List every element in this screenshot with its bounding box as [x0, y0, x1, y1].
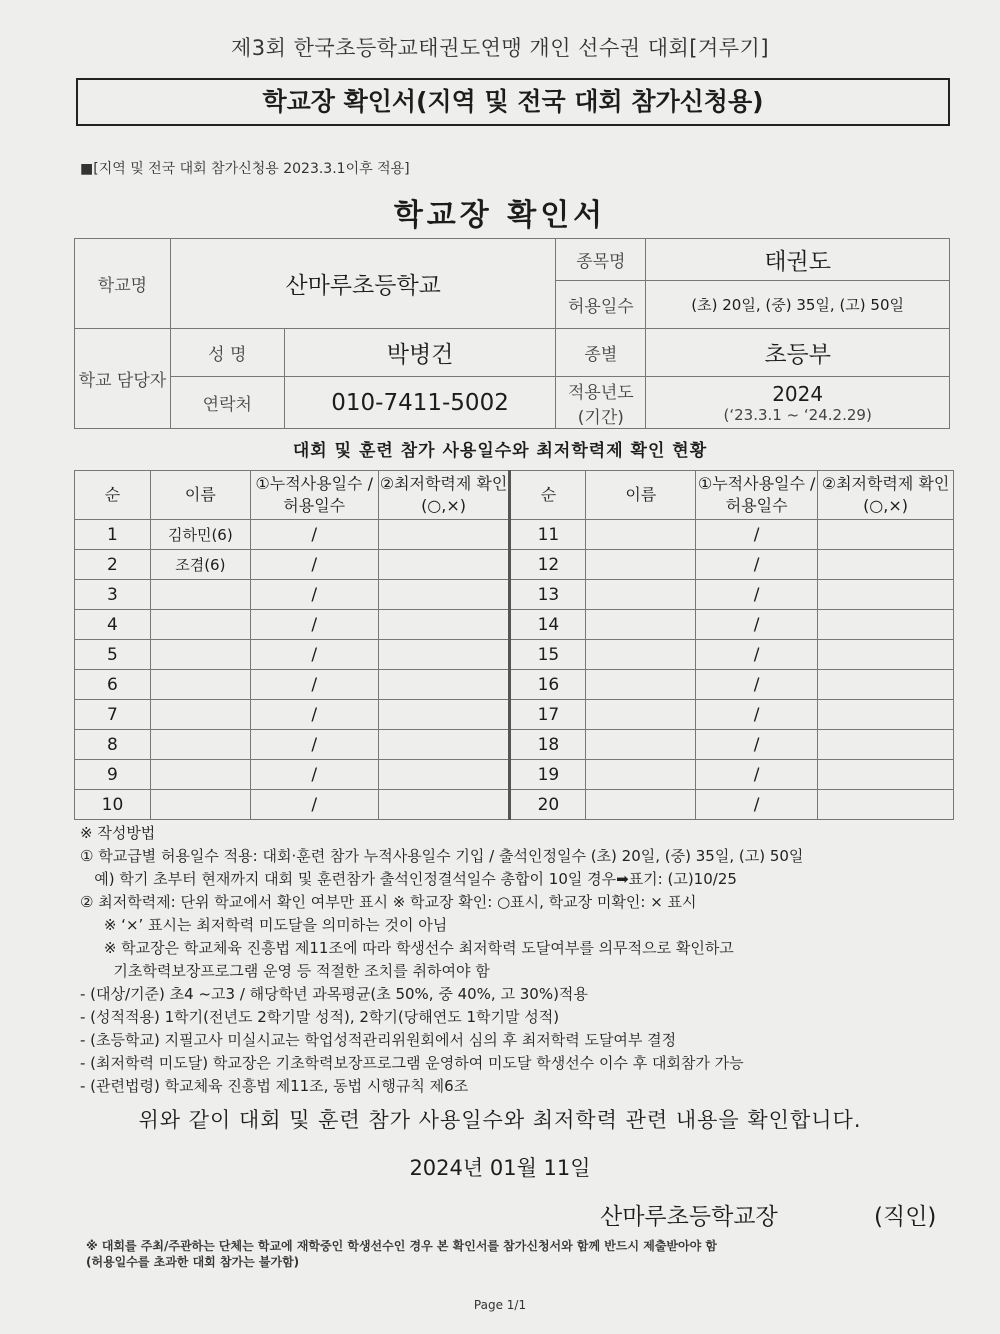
note-line: - (성적적용) 1학기(전년도 2학기말 성적), 2학기(당해연도 1학기말 성적)	[80, 1008, 560, 1026]
cell-days: /	[696, 580, 818, 610]
application-tag-line: ■[지역 및 전국 대회 참가신청용 2023.3.1이후 적용]	[80, 161, 410, 177]
cell-days: /	[696, 700, 818, 730]
cell-no: 5	[75, 640, 151, 670]
cell-no: 20	[510, 790, 586, 820]
note-line: ※ 학교장은 학교체육 진흥법 제11조에 따라 학생선수 최저학력 도달여부를 의무적으로 확인하고	[80, 939, 734, 957]
official-seal-mark: (직인)	[874, 1204, 937, 1230]
confirmation-statement: 위와 같이 대회 및 훈련 참가 사용일수와 최저학력 관련 내용을 확인합니다.	[138, 1108, 862, 1132]
cell-check	[818, 790, 954, 820]
cell-days: /	[250, 760, 378, 790]
cell-check	[818, 640, 954, 670]
division-value: 초등부	[646, 329, 950, 377]
footnote	[86, 1238, 966, 1270]
cell-check	[378, 700, 510, 730]
cell-days: /	[250, 520, 378, 550]
cell-check	[818, 550, 954, 580]
cell-check	[378, 580, 510, 610]
cell-name	[150, 580, 250, 610]
note-line: ② 최저학력제: 단위 학교에서 확인 여부만 표시 ※ 학교장 확인: ○표시, 학교장 미확인: × 표시	[80, 893, 697, 911]
col-name-header: 이름	[586, 471, 696, 520]
year-label: 적용년도 (기간)	[556, 377, 646, 429]
page-number: Page 1/1	[473, 1298, 527, 1312]
cell-no: 18	[510, 730, 586, 760]
cell-check	[818, 730, 954, 760]
cell-name	[150, 760, 250, 790]
school-value: 산마루초등학교	[170, 239, 556, 329]
school-info-table	[74, 238, 950, 429]
phone-label: 연락처	[170, 377, 284, 429]
cell-name	[586, 610, 696, 640]
table-row	[75, 580, 954, 610]
cell-name	[150, 610, 250, 640]
contact-person-label: 학교 담당자	[75, 329, 171, 429]
cell-days: /	[250, 640, 378, 670]
allowed-days-label: 허용일수	[556, 281, 646, 329]
col-check-header: ②최저학력제 확인(○,×)	[818, 471, 954, 520]
col-no-header: 순	[510, 471, 586, 520]
cell-check	[378, 760, 510, 790]
note-line: ※ ‘×’ 표시는 최저학력 미도달을 의미하는 것이 아님	[80, 916, 448, 934]
cell-check	[378, 640, 510, 670]
section-title: 대회 및 훈련 참가 사용일수와 최저학력제 확인 현황	[292, 441, 708, 461]
cell-no: 16	[510, 670, 586, 700]
document-title: 학교장 확인서	[393, 198, 607, 233]
cell-name	[150, 640, 250, 670]
cell-no: 3	[75, 580, 151, 610]
cell-name	[586, 760, 696, 790]
cell-days: /	[250, 610, 378, 640]
table-row	[75, 520, 954, 550]
note-line: - (최저학력 미도달) 학교장은 기초학력보장프로그램 운영하여 미도달 학생선수 이수 후 대회참가 가능	[80, 1054, 744, 1072]
cell-name	[150, 790, 250, 820]
cell-check	[818, 760, 954, 790]
cell-name	[586, 790, 696, 820]
cell-check	[378, 610, 510, 640]
cell-check	[378, 550, 510, 580]
cell-days: /	[696, 640, 818, 670]
col-name-header: 이름	[150, 471, 250, 520]
event-value: 태권도	[646, 239, 950, 281]
cell-check	[818, 610, 954, 640]
grid-header-row	[75, 471, 954, 520]
cell-no: 4	[75, 610, 151, 640]
cell-days: /	[696, 730, 818, 760]
phone-value: 010-7411-5002	[284, 377, 556, 429]
cell-days: /	[696, 610, 818, 640]
cell-name	[150, 730, 250, 760]
cell-days: /	[250, 700, 378, 730]
col-check-header: ②최저학력제 확인(○,×)	[378, 471, 510, 520]
cell-name	[586, 730, 696, 760]
cell-days: /	[696, 520, 818, 550]
cell-name	[586, 580, 696, 610]
instructions-notes	[80, 822, 960, 1098]
cell-no: 19	[510, 760, 586, 790]
allowed-days-value: (초) 20일, (중) 35일, (고) 50일	[646, 281, 950, 329]
col-no-header: 순	[75, 471, 151, 520]
cell-no: 9	[75, 760, 151, 790]
table-row	[75, 610, 954, 640]
cell-days: /	[250, 670, 378, 700]
cell-no: 13	[510, 580, 586, 610]
cell-days: /	[696, 760, 818, 790]
cell-name	[586, 640, 696, 670]
event-label: 종목명	[556, 239, 646, 281]
footnote-line-1: ※ 대회를 주최/주관하는 단체는 학교에 재학중인 학생선수인 경우 본 확인서를 참가신청서와 함께 반드시 제출받아야 함	[86, 1239, 717, 1253]
division-label: 종별	[556, 329, 646, 377]
issue-date: 2024년 01월 11일	[409, 1156, 591, 1180]
note-line: - (관련법령) 학교체육 진흥법 제11조, 동법 시행규칙 제6조	[80, 1077, 469, 1095]
year-cell	[646, 377, 950, 429]
cell-check	[818, 700, 954, 730]
note-line: ① 학교급별 허용일수 적용: 대회·훈련 참가 누적사용일수 기입 / 출석인정일수 (초) 20일, (중) 35일, (고) 50일	[80, 847, 804, 865]
name-label: 성 명	[170, 329, 284, 377]
table-row	[75, 640, 954, 670]
principal-signer: 산마루초등학교장	[600, 1204, 778, 1230]
cell-days: /	[250, 790, 378, 820]
note-line: 예) 학기 초부터 현재까지 대회 및 훈련참가 출석인정결석일수 총합이 10일 경우➡표기: (고)10/25	[80, 870, 737, 888]
competition-header: 제3회 한국초등학교태권도연맹 개인 선수권 대회[겨루기]	[230, 36, 770, 60]
cell-no: 8	[75, 730, 151, 760]
note-line: - (대상/기준) 초4 ~고3 / 해당학년 과목평균(초 50%, 중 40%, 고 30%)적용	[80, 985, 588, 1003]
year-value: 2024	[772, 381, 824, 406]
cell-name: 김하민(6)	[150, 520, 250, 550]
table-row	[75, 670, 954, 700]
cell-no: 14	[510, 610, 586, 640]
cell-name	[150, 670, 250, 700]
cell-days: /	[696, 790, 818, 820]
cell-no: 10	[75, 790, 151, 820]
cell-check	[378, 670, 510, 700]
cell-check	[818, 520, 954, 550]
year-period: (‘23.3.1 ~ ‘24.2.29)	[723, 405, 872, 424]
table-row	[75, 730, 954, 760]
table-row	[75, 790, 954, 820]
note-line: 기초학력보장프로그램 운영 등 적절한 조치를 취하여야 함	[80, 962, 490, 980]
col-days-header: ①누적사용일수 /허용일수	[696, 471, 818, 520]
cell-days: /	[250, 550, 378, 580]
cell-days: /	[696, 550, 818, 580]
col-days-header: ①누적사용일수 /허용일수	[250, 471, 378, 520]
cell-name	[586, 520, 696, 550]
cell-no: 1	[75, 520, 151, 550]
footnote-line-2: (허용일수를 초과한 대회 참가는 불가함)	[86, 1255, 300, 1269]
cell-name	[586, 700, 696, 730]
cell-name: 조겸(6)	[150, 550, 250, 580]
cell-no: 2	[75, 550, 151, 580]
note-line: - (초등학교) 지필고사 미실시교는 학업성적관리위원회에서 심의 후 최저학력 도달여부 결정	[80, 1031, 677, 1049]
cell-no: 11	[510, 520, 586, 550]
athlete-grid	[74, 470, 954, 820]
cell-name	[586, 550, 696, 580]
cell-name	[150, 700, 250, 730]
cell-no: 6	[75, 670, 151, 700]
cell-check	[378, 520, 510, 550]
cell-check	[378, 730, 510, 760]
cell-no: 12	[510, 550, 586, 580]
cell-check	[818, 670, 954, 700]
school-label: 학교명	[75, 239, 171, 329]
note-line: ※ 작성방법	[80, 824, 156, 842]
name-value: 박병건	[284, 329, 556, 377]
cell-days: /	[250, 580, 378, 610]
cell-check	[378, 790, 510, 820]
table-row	[75, 760, 954, 790]
table-row	[75, 550, 954, 580]
cell-no: 17	[510, 700, 586, 730]
cell-check	[818, 580, 954, 610]
form-title-box: 학교장 확인서(지역 및 전국 대회 참가신청용)	[76, 78, 950, 126]
table-row	[75, 700, 954, 730]
cell-no: 7	[75, 700, 151, 730]
cell-days: /	[696, 670, 818, 700]
cell-no: 15	[510, 640, 586, 670]
cell-name	[586, 670, 696, 700]
cell-days: /	[250, 730, 378, 760]
